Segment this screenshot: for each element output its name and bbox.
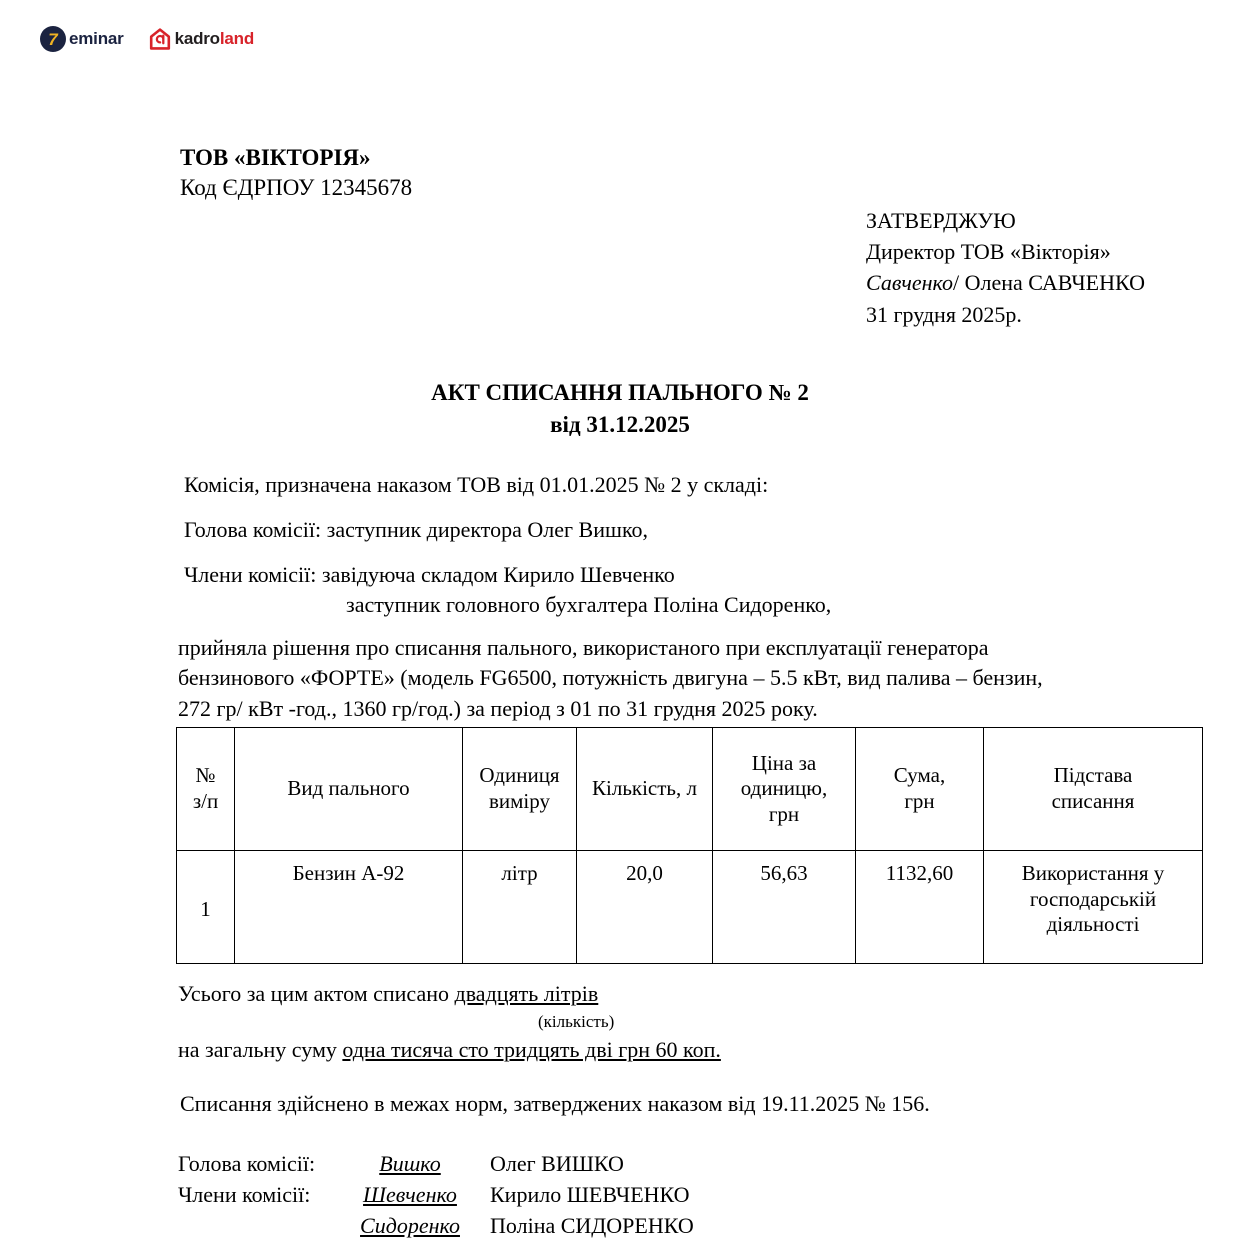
total-quantity-line — [178, 981, 598, 1007]
column-header-basis — [984, 728, 1203, 851]
seminar-badge-icon: 7 — [40, 26, 66, 52]
cell-basis-line1: Використання у — [1021, 861, 1165, 885]
signature-fullname-member-2: Поліна СИДОРЕНКО — [490, 1213, 694, 1239]
approval-signature-row — [866, 267, 1145, 298]
signature-role-chair: Голова комісії: — [178, 1151, 316, 1176]
commission-members-line1: Члени комісії: завідуюча складом Кирило Шевченко — [184, 562, 675, 587]
column-header-price-line1: Ціна за — [751, 750, 817, 775]
cell-unit: літр — [463, 851, 577, 964]
commission-members-line2: заступник головного бухгалтера Поліна Сидоренко, — [346, 592, 832, 618]
approval-date: 31 грудня 2025р. — [866, 301, 1022, 327]
decision-line-2: бензинового «ФОРТЕ» (модель FG6500, потужність двигуна – 5.5 кВт, вид палива – бензин, — [178, 665, 1043, 691]
norms-statement: Списання здійснено в межах норм, затверджених наказом від 19.11.2025 № 156. — [180, 1091, 930, 1116]
organization-name: ТОВ «ВІКТОРІЯ» — [180, 145, 371, 170]
column-header-sum-line2: грн — [904, 789, 935, 813]
total-quantity-caption: (кількість) — [538, 1012, 615, 1031]
cell-row-number: 1 — [177, 851, 235, 964]
decision-line-1: прийняла рішення про списання пального, використаного при експлуатації генератора — [178, 635, 989, 660]
page-title — [0, 377, 1240, 440]
table-row — [177, 851, 1203, 964]
column-header-sum-line1: Сума, — [893, 763, 946, 788]
signature-member-2: Сидоренко — [360, 1213, 460, 1239]
column-header-unit-line1: Одиниця — [479, 763, 560, 788]
column-header-sum — [856, 728, 984, 851]
total-amount-value: одна тисяча сто тридцять дві грн 60 коп. — [342, 1037, 721, 1062]
signature-row-chair — [178, 1148, 694, 1179]
signature-fullname-member-1: Кирило ШЕВЧЕНКО — [490, 1182, 690, 1208]
cell-sum: 1132,60 — [856, 851, 984, 964]
column-header-kind: Вид пального — [235, 728, 463, 851]
column-header-basis-line1: Підстава — [1053, 763, 1133, 788]
director-fullname: / Олена САВЧЕНКО — [953, 270, 1145, 296]
director-signature: Савченко — [866, 270, 954, 296]
decision-paragraph — [178, 633, 1198, 724]
total-amount-line — [178, 1037, 721, 1063]
kadroland-word-dark: kadro — [174, 29, 220, 48]
total-quantity-value: двадцять літрів — [454, 981, 599, 1006]
table-header-row — [177, 728, 1203, 851]
signature-row-member-2 — [178, 1210, 694, 1241]
commission-members-paragraph — [184, 560, 831, 621]
signature-fullname-chair: Олег ВИШКО — [490, 1151, 624, 1176]
total-quantity-prefix: Усього за цим актом списано — [178, 981, 455, 1006]
signature-chair: Вишко — [379, 1151, 441, 1176]
approval-heading: ЗАТВЕРДЖУЮ — [866, 208, 1016, 233]
column-header-price — [713, 728, 856, 851]
commission-intro-paragraph: Комісія, призначена наказом ТОВ від 01.01.2025 № 2 у складі: — [184, 472, 769, 497]
cell-basis — [984, 851, 1203, 964]
signature-row-member-1 — [178, 1179, 694, 1210]
column-header-unit — [463, 728, 577, 851]
cell-fuel-kind: Бензин А-92 — [235, 851, 463, 964]
organization-code: Код ЄДРПОУ 12345678 — [180, 175, 413, 201]
column-header-quantity: Кількість, л — [577, 728, 713, 851]
signature-block — [178, 1148, 694, 1242]
column-header-unit-line2: виміру — [488, 789, 550, 813]
cell-basis-line3: діяльності — [1046, 912, 1140, 937]
approval-position: Директор ТОВ «Вікторія» — [866, 239, 1111, 265]
cell-price: 56,63 — [713, 851, 856, 964]
cell-quantity: 20,0 — [577, 851, 713, 964]
decision-line-3: 272 гр/ кВт -год., 1360 гр/год.) за період з 01 по 31 грудня 2025 року. — [178, 695, 818, 721]
cell-basis-line2: господарській — [1029, 886, 1157, 911]
document-title-line2: від 31.12.2025 — [550, 411, 690, 437]
column-header-price-line2: одиницю, — [740, 776, 828, 801]
approval-block — [866, 205, 1145, 330]
column-header-no — [177, 728, 235, 851]
column-header-basis-line2: списання — [1051, 789, 1135, 813]
seminar-wordmark: eminar — [69, 29, 124, 48]
column-header-no-line2: з/п — [192, 789, 219, 813]
document-title-line1: АКТ СПИСАННЯ ПАЛЬНОГО № 2 — [431, 380, 809, 405]
signature-role-members: Члени комісії: — [178, 1182, 311, 1208]
column-header-price-line3: грн — [768, 801, 800, 826]
total-amount-prefix: на загальну суму — [178, 1037, 343, 1062]
fuel-writeoff-table — [176, 727, 1203, 964]
organization-header — [180, 143, 412, 204]
commission-chair-paragraph: Голова комісії: заступник директора Олег Вишко, — [184, 517, 649, 542]
signature-member-1: Шевченко — [363, 1182, 457, 1208]
kadroland-word-red: land — [219, 29, 255, 48]
column-header-no-line1: № — [195, 763, 216, 788]
